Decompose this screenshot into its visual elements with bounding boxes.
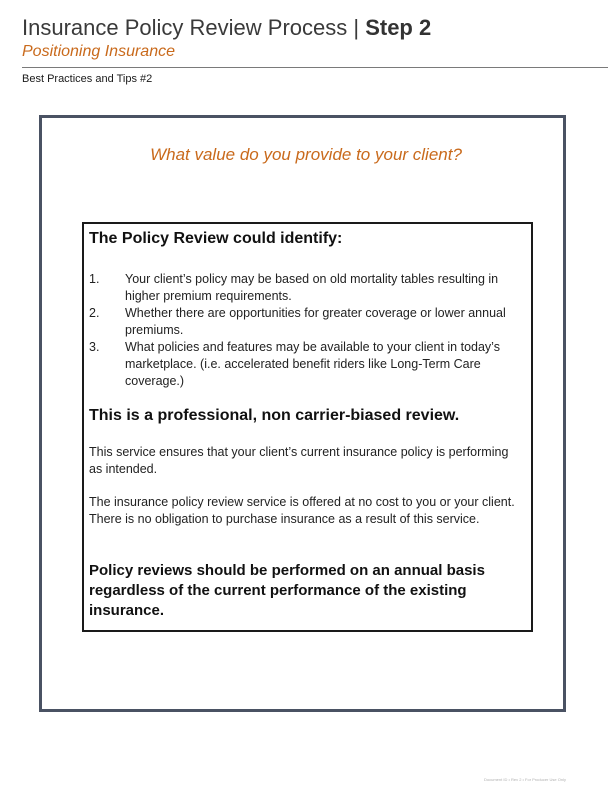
professional-statement: This is a professional, non carrier-biased review. xyxy=(89,407,460,424)
list-item xyxy=(89,271,514,305)
footer-mark: Document ID • Rev 2 • For Producer Use Only xyxy=(484,777,566,782)
list-item-text: Your client’s policy may be based on old mortality tables resulting in higher premium requirements. xyxy=(125,272,499,303)
header-divider xyxy=(22,67,608,68)
list-item-text: Whether there are opportunities for greater coverage or lower annual premiums. xyxy=(125,306,506,337)
list-item-number: 2. xyxy=(89,306,100,320)
list-item-number: 1. xyxy=(89,272,100,286)
question-heading: What value do you provide to your client? xyxy=(150,145,462,164)
annual-review-statement: Policy reviews should be performed on an annual basis regardless of the current performance of the existing insurance. xyxy=(89,562,485,619)
list-item xyxy=(89,339,514,390)
page-title-step: Step 2 xyxy=(365,15,432,40)
page-header xyxy=(22,14,592,62)
tips-label: Best Practices and Tips #2 xyxy=(22,73,153,85)
review-list xyxy=(89,271,514,390)
service-paragraph: This service ensures that your client’s current insurance policy is performing as intended. xyxy=(89,445,509,476)
no-cost-paragraph: The insurance policy review service is offered at no cost to you or your client. There is no obligation to purchase insurance as a result of this service. xyxy=(89,495,515,526)
page-title xyxy=(22,14,592,42)
list-item-number: 3. xyxy=(89,340,100,354)
review-heading: The Policy Review could identify: xyxy=(89,230,343,247)
page-subtitle: Positioning Insurance xyxy=(22,43,175,60)
page-title-main: Insurance Policy Review Process | xyxy=(22,15,366,40)
list-item-text: What policies and features may be available to your client in today’s marketplace. (i.e. accelerated benefit riders like Long-Term Care coverage.) xyxy=(125,340,500,388)
list-item xyxy=(89,305,514,339)
